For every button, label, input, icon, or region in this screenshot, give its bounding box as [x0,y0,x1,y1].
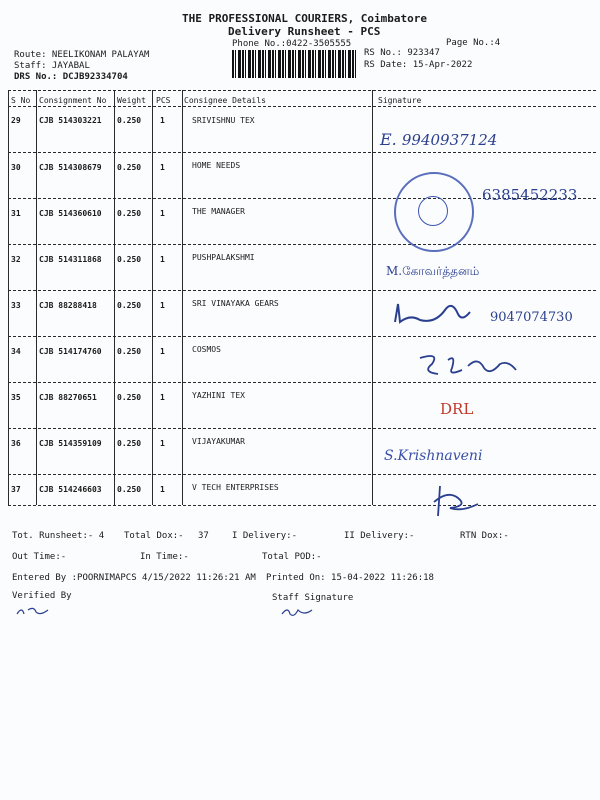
table-header-border [8,106,596,107]
stamp-center [418,196,448,226]
row-weight: 0.250 [117,485,142,494]
in-time: In Time:- [140,552,189,562]
rs-date: RS Date: 15-Apr-2022 [364,60,473,70]
company-title: THE PROFESSIONAL COURIERS, Coimbatore [182,12,428,25]
row-sno: 33 [11,301,21,310]
row-divider [8,428,596,429]
row-sno: 29 [11,116,21,125]
drs-number: DRS No.: DCJB92334704 [14,72,128,82]
row-pcs: 1 [160,347,165,356]
row-consignment: CJB 88288418 [39,301,97,310]
row-consignment: CJB 514308679 [39,163,102,172]
row-pcs: 1 [160,393,165,402]
total-dox: Total Dox:- [124,531,184,541]
row-consignment: CJB 514303221 [39,116,102,125]
total-runsheet: Tot. Runsheet:- 4 [12,531,105,541]
row-consignment: CJB 514246603 [39,485,102,494]
row-weight: 0.250 [117,163,142,172]
signature-row-30: 6385452233 [482,186,578,204]
row-sno: 30 [11,163,21,172]
signature-row-36: S.Krishnaveni [384,448,483,464]
col-consignee: Consignee Details [184,96,266,105]
row-consignee: PUSHPALAKSHMI [192,253,255,262]
row-weight: 0.250 [117,439,142,448]
row-sno: 31 [11,209,21,218]
row-consignee: HOME NEEDS [192,161,241,170]
ii-delivery: II Delivery:- [344,531,415,541]
row-weight: 0.250 [117,255,142,264]
verified-by: Verified By [12,591,72,601]
signature-row-35: DRL [440,400,474,418]
phone-number: Phone No.:0422-3505555 [232,39,352,49]
i-delivery: I Delivery:- [232,531,298,541]
barcode [232,50,358,78]
staff-signature-mark [278,604,318,620]
col-signature: Signature [378,96,422,105]
total-pod: Total POD:- [262,552,322,562]
row-divider [8,152,596,153]
row-pcs: 1 [160,255,165,264]
row-consignment: CJB 514311868 [39,255,102,264]
row-divider [8,336,596,337]
row-pcs: 1 [160,163,165,172]
row-weight: 0.250 [117,116,142,125]
row-consignment: CJB 88270651 [39,393,97,402]
col-weight: Weight [117,96,146,105]
row-consignment: CJB 514174760 [39,347,102,356]
row-sno: 36 [11,439,21,448]
row-consignee: COSMOS [192,345,221,354]
row-pcs: 1 [160,485,165,494]
row-sno: 35 [11,393,21,402]
row-pcs: 1 [160,439,165,448]
signature-row-33 [390,292,500,332]
signature-row-34 [412,350,532,382]
row-pcs: 1 [160,301,165,310]
col-sno: S No [11,96,31,105]
row-consignee: SRI VINAYAKA GEARS [192,299,279,308]
route: Route: NEELIKONAM PALAYAM [14,50,150,60]
page-number: Page No.:4 [446,38,501,48]
out-time: Out Time:- [12,552,67,562]
row-consignee: VIJAYAKUMAR [192,437,245,446]
row-divider [8,290,596,291]
row-consignee: THE MANAGER [192,207,245,216]
row-weight: 0.250 [117,393,142,402]
verifier-signature [14,602,54,620]
row-divider [8,382,596,383]
row-sno: 32 [11,255,21,264]
row-consignee: V TECH ENTERPRISES [192,483,279,492]
table-top-border [8,90,596,91]
row-pcs: 1 [160,116,165,125]
row-weight: 0.250 [117,209,142,218]
row-sno: 37 [11,485,21,494]
table-bottom-border [8,505,596,506]
row-consignee: YAZHINI TEX [192,391,245,400]
rtn-dox: RTN Dox:- [460,531,509,541]
printed-on: Printed On: 15-04-2022 11:26:18 [266,573,434,583]
rs-number: RS No.: 923347 [364,48,440,58]
row-consignment: CJB 514360610 [39,209,102,218]
total-dox-value: 37 [198,531,209,541]
staff-signature: Staff Signature [272,593,354,603]
row-weight: 0.250 [117,301,142,310]
row-sno: 34 [11,347,21,356]
row-consignment: CJB 514359109 [39,439,102,448]
row-pcs: 1 [160,209,165,218]
col-consignment: Consignment No [39,96,107,105]
row-divider [8,244,596,245]
runsheet-title: Delivery Runsheet - PCS [228,25,381,38]
col-pcs: PCS [156,96,171,105]
signature-row-29: E. 9940937124 [380,130,498,149]
signature-row-33-phone: 9047074730 [490,310,573,325]
signature-row-32: M.கோவர்த்தனம் [386,264,480,278]
row-weight: 0.250 [117,347,142,356]
entered-by: Entered By :POORNIMAPCS 4/15/2022 11:26:21 AM [12,573,256,583]
signature-row-37 [428,480,488,520]
row-consignee: SRIVISHNU TEX [192,116,255,125]
row-divider [8,474,596,475]
staff: Staff: JAYABAL [14,61,90,71]
